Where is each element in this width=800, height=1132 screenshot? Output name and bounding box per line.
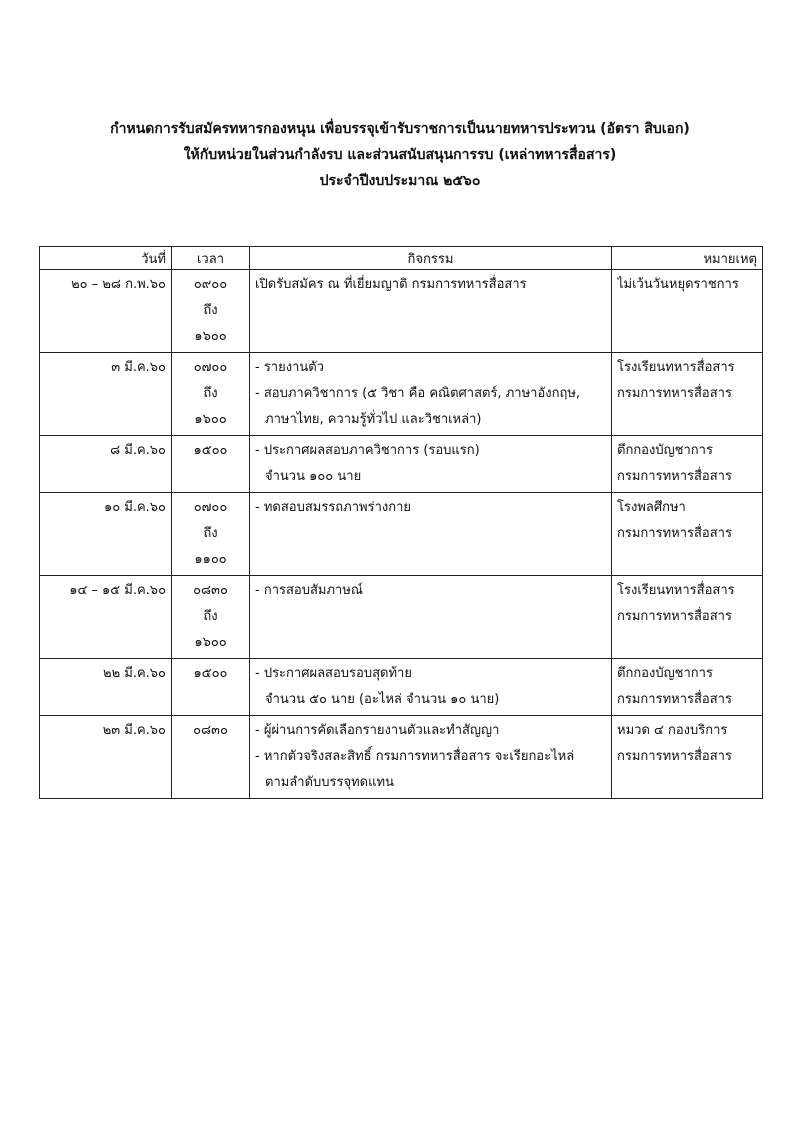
row-note-line: ตึกกองบัญชาการ [617, 443, 713, 458]
schedule-table [39, 246, 763, 799]
row-time-start: ๐๘๓๐ [193, 583, 228, 598]
row-activity-line: - รายงานตัว [255, 360, 324, 375]
row-note-line: กรมการทหารสื่อสาร [617, 526, 732, 541]
row-date: ๑๔ – ๑๕ มี.ค.๖๐ [69, 583, 166, 598]
title-line-3: ประจำปีงบประมาณ ๒๕๖๐ [319, 173, 481, 189]
table-row [40, 270, 763, 353]
title-line-2: ให้กับหน่วยในส่วนกำลังรบ และส่วนสนับสนุนการรบ (เหล่าทหารสื่อสาร) [183, 147, 617, 163]
row-time-to: ถึง [203, 526, 218, 541]
row-time-end: ๑๖๐๐ [194, 329, 227, 344]
row-time-start: ๑๕๐๐ [193, 443, 228, 458]
row-time-start: ๐๘๓๐ [193, 723, 228, 738]
row-date: ๒๐ – ๒๘ ก.พ.๖๐ [71, 277, 166, 292]
row-time-end: ๑๑๐๐ [194, 552, 227, 567]
row-activity-line: - สอบภาควิชาการ (๕ วิชา คือ คณิตศาสตร์, ภาษาอังกฤษ, [255, 386, 581, 401]
row-activity-line: จำนวน ๕๐ นาย (อะไหล่ จำนวน ๑๐ นาย) [265, 692, 500, 707]
row-date: ๓ มี.ค.๖๐ [111, 360, 166, 375]
row-activity-line: ภาษาไทย, ความรู้ทั่วไป และวิชาเหล่า) [265, 412, 482, 427]
row-note-line: กรมการทหารสื่อสาร [617, 469, 732, 484]
row-date: ๒๓ มี.ค.๖๐ [102, 723, 166, 738]
row-activity-line: - ทดสอบสมรรถภาพร่างกาย [255, 500, 412, 515]
row-activity-line: - ประกาศผลสอบภาควิชาการ (รอบแรก) [255, 443, 480, 458]
row-activity-line: - การสอบสัมภาษณ์ [255, 583, 363, 598]
row-date: ๑๐ มี.ค.๖๐ [103, 500, 166, 515]
row-activity-line: จำนวน ๑๐๐ นาย [265, 469, 362, 484]
row-time-to: ถึง [203, 386, 218, 401]
title-line-1: กำหนดการรับสมัครทหารกองหนุน เพื่อบรรจุเข้ารับราชการเป็นนายทหารประทวน (อัตรา สิบเอก) [110, 121, 690, 137]
row-time-end: ๑๖๐๐ [194, 635, 227, 650]
table-row [40, 493, 763, 576]
document-title [0, 116, 800, 194]
row-activity-line: - หากตัวจริงสละสิทธิ์ กรมการทหารสื่อสาร จะเรียกอะไหล่ [255, 749, 575, 764]
row-date: ๘ มี.ค.๖๐ [110, 443, 166, 458]
row-time-start: ๐๗๐๐ [193, 360, 228, 375]
row-time-end: ๑๖๐๐ [194, 412, 227, 427]
row-time-start: ๐๗๐๐ [193, 500, 228, 515]
row-time-to: ถึง [203, 609, 218, 624]
header-time: เวลา [172, 247, 250, 270]
header-activity: กิจกรรม [250, 247, 612, 270]
row-note-line: กรมการทหารสื่อสาร [617, 609, 732, 624]
row-note-line: ไม่เว้นวันหยุดราชการ [617, 277, 739, 292]
row-note-line: กรมการทหารสื่อสาร [617, 386, 732, 401]
row-activity-line: เปิดรับสมัคร ณ ที่เยี่ยมญาติ กรมการทหารสื่อสาร [255, 277, 527, 292]
row-activity-line: ตามลำดับบรรจุทดแทน [265, 775, 394, 790]
table-row [40, 576, 763, 659]
row-activity-line: - ผู้ผ่านการคัดเลือกรายงานตัวและทำสัญญา [255, 723, 500, 738]
row-time-start: ๑๕๐๐ [193, 666, 228, 681]
row-time-to: ถึง [203, 303, 218, 318]
row-note-line: โรงเรียนทหารสื่อสาร [617, 360, 735, 375]
row-note-line: โรงเรียนทหารสื่อสาร [617, 583, 735, 598]
table-row [40, 716, 763, 799]
table-row [40, 659, 763, 716]
row-note-line: กรมการทหารสื่อสาร [617, 692, 732, 707]
row-note-line: โรงพลศึกษา [617, 500, 686, 515]
row-time-start: ๐๙๐๐ [193, 277, 228, 292]
row-date: ๒๒ มี.ค.๖๐ [103, 666, 166, 681]
table-header-row [40, 247, 763, 270]
header-note: หมายเหตุ [612, 247, 763, 270]
row-note-line: ตึกกองบัญชาการ [617, 666, 713, 681]
table-row [40, 436, 763, 493]
row-activity-line: - ประกาศผลสอบรอบสุดท้าย [255, 666, 412, 681]
table-row [40, 353, 763, 436]
row-note-line: กรมการทหารสื่อสาร [617, 749, 732, 764]
header-date: วันที่ [40, 247, 172, 270]
row-note-line: หมวด ๔ กองบริการ [617, 723, 728, 738]
